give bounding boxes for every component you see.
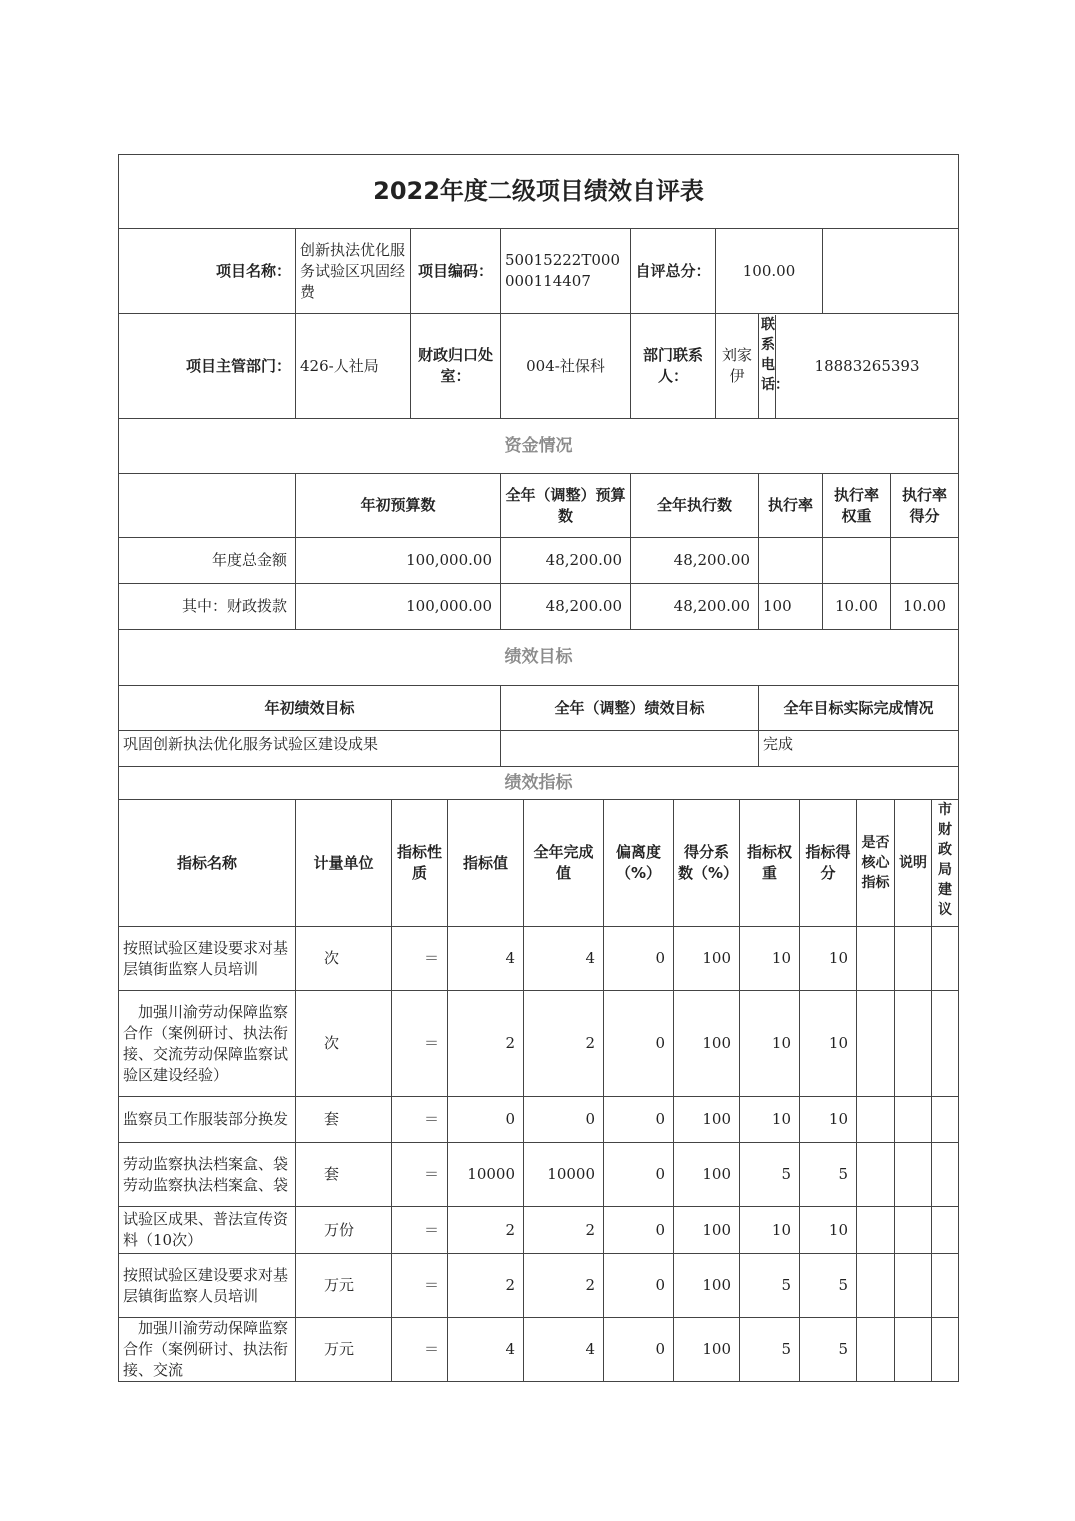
dept-value: 426-人社局 — [296, 314, 411, 419]
ind-header-target: 指标值 — [448, 800, 524, 927]
ind-header-nature: 指标性质 — [392, 800, 448, 927]
indicator-advice — [932, 927, 959, 991]
phone-label: 联系电话： — [759, 315, 776, 418]
contact-value: 刘家伊 — [716, 314, 759, 419]
funds-rate: 100 — [759, 584, 823, 630]
indicator-score: 10 — [800, 991, 857, 1097]
goal-actual: 完成 — [759, 731, 959, 767]
indicator-weight: 10 — [740, 1097, 800, 1143]
indicator-target: 4 — [448, 1318, 524, 1382]
phone-cell — [759, 314, 959, 419]
funds-weight: 10.00 — [823, 584, 891, 630]
funds-section-title: 资金情况 — [119, 419, 959, 474]
indicator-target: 2 — [448, 991, 524, 1097]
indicator-row — [119, 927, 959, 991]
indicator-coef: 100 — [674, 927, 740, 991]
indicator-actual: 4 — [524, 927, 604, 991]
ind-header-coef: 得分系数（%） — [674, 800, 740, 927]
score-label: 自评总分： — [631, 229, 716, 314]
indicator-weight: 10 — [740, 1207, 800, 1254]
indicator-unit: 万元 — [296, 1318, 392, 1382]
indicator-row — [119, 1318, 959, 1382]
indicator-coef: 100 — [674, 1318, 740, 1382]
goals-header-initial: 年初绩效目标 — [119, 686, 501, 731]
indicator-name: 按照试验区建设要求对基层镇街监察人员培训 — [119, 927, 296, 991]
indicator-nature: ＝ — [392, 1254, 448, 1318]
indicator-row — [119, 1143, 959, 1207]
indicator-weight: 5 — [740, 1143, 800, 1207]
ind-header-score: 指标得分 — [800, 800, 857, 927]
goals-section-title: 绩效目标 — [119, 630, 959, 686]
indicator-name: 加强川渝劳动保障监察合作（案例研讨、执法衔接、交流劳动保障监察试验区建设经验） — [119, 991, 296, 1097]
indicator-deviation: 0 — [604, 1143, 674, 1207]
indicator-weight: 10 — [740, 927, 800, 991]
page-title: 2022年度二级项目绩效自评表 — [119, 155, 959, 229]
ind-header-deviation: 偏离度（%） — [604, 800, 674, 927]
ind-header-advice: 市财政局建议 — [932, 800, 959, 927]
funds-header-score: 执行率得分 — [891, 474, 959, 538]
ind-header-unit: 计量单位 — [296, 800, 392, 927]
indicator-coef: 100 — [674, 1097, 740, 1143]
indicators-section-title: 绩效指标 — [119, 767, 959, 800]
indicator-actual: 10000 — [524, 1143, 604, 1207]
indicator-note — [895, 1097, 932, 1143]
indicator-target: 0 — [448, 1097, 524, 1143]
indicator-coef: 100 — [674, 1207, 740, 1254]
goals-header-adjusted: 全年（调整）绩效目标 — [501, 686, 759, 731]
funds-adjusted: 48,200.00 — [501, 538, 631, 584]
indicator-weight: 5 — [740, 1254, 800, 1318]
project-name: 创新执法优化服务试验区巩固经费 — [296, 229, 411, 314]
indicator-row — [119, 1097, 959, 1143]
indicator-deviation: 0 — [604, 1254, 674, 1318]
funds-header-executed: 全年执行数 — [631, 474, 759, 538]
indicator-actual: 2 — [524, 1254, 604, 1318]
indicator-unit: 万份 — [296, 1207, 392, 1254]
dept-label: 项目主管部门： — [119, 314, 296, 419]
indicator-row — [119, 1207, 959, 1254]
indicator-row — [119, 1254, 959, 1318]
funds-executed: 48,200.00 — [631, 538, 759, 584]
indicator-actual: 2 — [524, 1207, 604, 1254]
indicator-nature: ＝ — [392, 1207, 448, 1254]
ind-header-actual: 全年完成值 — [524, 800, 604, 927]
indicator-score: 10 — [800, 1207, 857, 1254]
funds-budget: 100,000.00 — [296, 538, 501, 584]
ind-header-weight: 指标权重 — [740, 800, 800, 927]
indicator-actual: 2 — [524, 991, 604, 1097]
indicator-deviation: 0 — [604, 927, 674, 991]
funds-row-label: 年度总金额 — [119, 538, 296, 584]
indicator-core — [857, 927, 895, 991]
project-code-label: 项目编码： — [411, 229, 501, 314]
goal-adjusted — [501, 731, 759, 767]
indicator-advice — [932, 1318, 959, 1382]
indicator-coef: 100 — [674, 1143, 740, 1207]
indicator-name: 监察员工作服装部分换发 — [119, 1097, 296, 1143]
project-code: 50015222T000000114407 — [501, 229, 631, 314]
funds-row — [119, 538, 959, 584]
indicator-nature: ＝ — [392, 991, 448, 1097]
funds-executed: 48,200.00 — [631, 584, 759, 630]
indicator-nature: ＝ — [392, 1097, 448, 1143]
indicator-name: 按照试验区建设要求对基层镇街监察人员培训 — [119, 1254, 296, 1318]
indicator-advice — [932, 1254, 959, 1318]
indicator-target: 10000 — [448, 1143, 524, 1207]
funds-header-rate: 执行率 — [759, 474, 823, 538]
indicator-core — [857, 1254, 895, 1318]
evaluation-form — [118, 154, 958, 1382]
indicator-advice — [932, 1143, 959, 1207]
indicator-weight: 5 — [740, 1318, 800, 1382]
ind-header-core: 是否核心指标 — [857, 800, 895, 927]
finance-label: 财政归口处室： — [411, 314, 501, 419]
indicators-table — [118, 799, 959, 1382]
indicator-score: 10 — [800, 927, 857, 991]
indicator-score: 5 — [800, 1318, 857, 1382]
indicator-note — [895, 1143, 932, 1207]
ind-header-name: 指标名称 — [119, 800, 296, 927]
indicator-unit: 次 — [296, 991, 392, 1097]
funds-row-label: 其中：财政拨款 — [119, 584, 296, 630]
funds-budget: 100,000.00 — [296, 584, 501, 630]
indicator-target: 2 — [448, 1254, 524, 1318]
info-table — [118, 154, 959, 800]
indicator-actual: 0 — [524, 1097, 604, 1143]
finance-value: 004-社保科 — [501, 314, 631, 419]
indicator-note — [895, 1318, 932, 1382]
indicator-score: 5 — [800, 1143, 857, 1207]
indicator-name: 加强川渝劳动保障监察合作（案例研讨、执法衔接、交流 — [119, 1318, 296, 1382]
indicator-deviation: 0 — [604, 1097, 674, 1143]
funds-header-blank — [119, 474, 296, 538]
indicator-coef: 100 — [674, 991, 740, 1097]
funds-header-adjusted: 全年（调整）预算数 — [501, 474, 631, 538]
indicator-deviation: 0 — [604, 1318, 674, 1382]
indicator-coef: 100 — [674, 1254, 740, 1318]
indicator-note — [895, 1207, 932, 1254]
self-score: 100.00 — [716, 229, 823, 314]
indicator-actual: 4 — [524, 1318, 604, 1382]
funds-score: 10.00 — [891, 584, 959, 630]
goals-header-actual: 全年目标实际完成情况 — [759, 686, 959, 731]
goal-initial: 巩固创新执法优化服务试验区建设成果 — [119, 731, 501, 767]
empty-cell — [823, 229, 959, 314]
funds-score — [891, 538, 959, 584]
indicator-name: 试验区成果、普法宣传资料（10次） — [119, 1207, 296, 1254]
indicator-core — [857, 1318, 895, 1382]
contact-label: 部门联系人： — [631, 314, 716, 419]
indicator-note — [895, 927, 932, 991]
funds-row — [119, 584, 959, 630]
indicator-unit: 万元 — [296, 1254, 392, 1318]
funds-adjusted: 48,200.00 — [501, 584, 631, 630]
indicator-unit: 次 — [296, 927, 392, 991]
indicator-advice — [932, 1097, 959, 1143]
indicator-nature: ＝ — [392, 927, 448, 991]
indicator-unit: 套 — [296, 1143, 392, 1207]
indicator-note — [895, 991, 932, 1097]
indicator-deviation: 0 — [604, 991, 674, 1097]
indicator-target: 2 — [448, 1207, 524, 1254]
indicator-name: 劳动监察执法档案盒、袋劳动监察执法档案盒、袋 — [119, 1143, 296, 1207]
funds-header-budget: 年初预算数 — [296, 474, 501, 538]
indicator-advice — [932, 1207, 959, 1254]
indicator-unit: 套 — [296, 1097, 392, 1143]
indicator-advice — [932, 991, 959, 1097]
indicator-weight: 10 — [740, 991, 800, 1097]
indicator-core — [857, 1097, 895, 1143]
indicator-row — [119, 991, 959, 1097]
indicator-core — [857, 1143, 895, 1207]
project-name-label: 项目名称： — [119, 229, 296, 314]
indicator-note — [895, 1254, 932, 1318]
indicator-core — [857, 1207, 895, 1254]
phone-value: 18883265393 — [814, 356, 920, 375]
ind-header-note: 说明 — [895, 800, 932, 927]
indicator-score: 10 — [800, 1097, 857, 1143]
funds-header-weight: 执行率权重 — [823, 474, 891, 538]
indicator-target: 4 — [448, 927, 524, 991]
indicator-core — [857, 991, 895, 1097]
indicator-nature: ＝ — [392, 1318, 448, 1382]
funds-rate — [759, 538, 823, 584]
indicator-nature: ＝ — [392, 1143, 448, 1207]
indicator-score: 5 — [800, 1254, 857, 1318]
indicator-deviation: 0 — [604, 1207, 674, 1254]
funds-weight — [823, 538, 891, 584]
